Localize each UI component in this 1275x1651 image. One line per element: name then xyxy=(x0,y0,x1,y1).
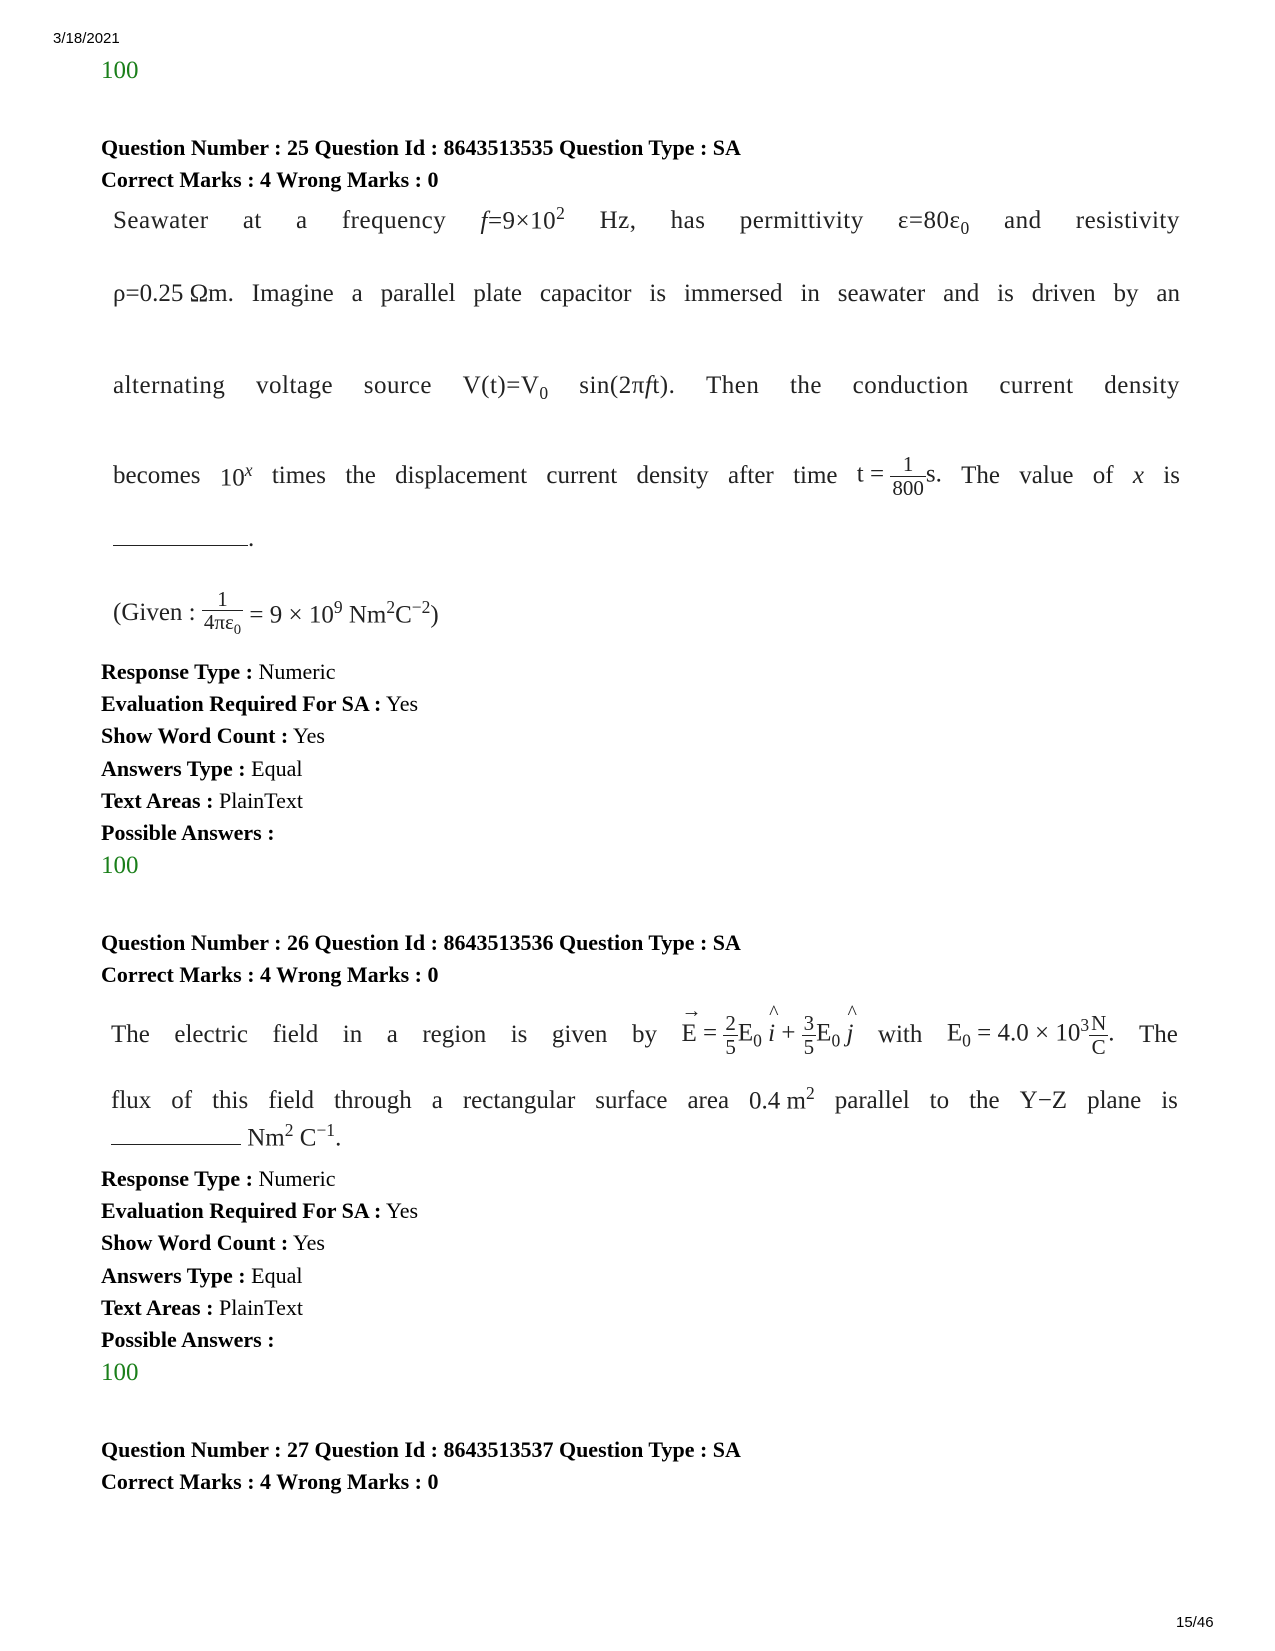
q26-possible-answer: 100 xyxy=(101,1359,139,1386)
question-26-header: Question Number : 26 Question Id : 8643513536 Question Type : SA xyxy=(101,930,741,955)
q26-evaluation-required: Evaluation Required For SA : Yes xyxy=(101,1198,419,1223)
q25-text-line-2: ρ=0.25 Ωm. Imagine a parallel plate capacitor is immersed in seawater and is driven by an xyxy=(113,280,1180,307)
q25-answers-type: Answers Type : Equal xyxy=(101,756,303,781)
header-date: 3/18/2021 xyxy=(53,30,120,47)
q25-text-line-5: . xyxy=(113,525,1180,553)
q26-text-line-1: The electric field in a region is given by → E = $\frac{2}{5}$ $E_0$ ^ i + $\frac{3}{5}$ $E_0$ ^ j with $E_0 = 4.0 \times 10^3$ $\frac{N}{C}$ . The xyxy=(111,1005,1178,1065)
q25-text-line-6: (Given : $\frac{1}{4\pi\varepsilon_0}$ = $9 \times 10^9$ $Nm^2C^{-2}$) xyxy=(113,586,439,638)
question-26-marks: Correct Marks : 4 Wrong Marks : 0 xyxy=(101,962,439,987)
q26-possible-answers-label: Possible Answers : xyxy=(101,1327,275,1352)
question-27-marks: Correct Marks : 4 Wrong Marks : 0 xyxy=(101,1469,439,1494)
question-25-header: Question Number : 25 Question Id : 8643513535 Question Type : SA xyxy=(101,135,741,160)
possible-answer-prev: 100 xyxy=(101,57,139,84)
page-number: 15/46 xyxy=(1176,1614,1214,1631)
q25-response-type: Response Type : Numeric xyxy=(101,659,336,684)
q25-possible-answers-label: Possible Answers : xyxy=(101,820,275,845)
q25-text-line-4: becomes 10$^x$ times the displacement current density after time t = $\frac{1}{800}$ s. The value of x is xyxy=(113,452,1180,500)
q26-answers-type: Answers Type : Equal xyxy=(101,1263,303,1288)
q26-text-line-3: Nm$^2$ $C^{-1}$. xyxy=(111,1120,1178,1152)
q25-evaluation-required: Evaluation Required For SA : Yes xyxy=(101,691,419,716)
question-25-marks: Correct Marks : 4 Wrong Marks : 0 xyxy=(101,167,439,192)
q25-text-areas: Text Areas : PlainText xyxy=(101,788,303,813)
q25-text-line-3: alternating voltage source $V(t)=V_0$ sin(2πft). Then the conduction current density xyxy=(113,372,1180,403)
q26-text-line-2: flux of this field through a rectangular surface area 0.4 $m^2$ parallel to the Y−Z plane is xyxy=(111,1083,1178,1115)
q26-response-type: Response Type : Numeric xyxy=(101,1166,336,1191)
q25-possible-answer: 100 xyxy=(101,852,139,879)
q25-text-line-1: Seawater at a frequency $f=9\times 10^2$ Hz, has permittivity $\varepsilon=80\varepsilon_0$ and resistivity xyxy=(113,203,1180,239)
q26-text-areas: Text Areas : PlainText xyxy=(101,1295,303,1320)
q25-show-word-count: Show Word Count : Yes xyxy=(101,723,325,748)
q26-show-word-count: Show Word Count : Yes xyxy=(101,1230,325,1255)
question-27-header: Question Number : 27 Question Id : 8643513537 Question Type : SA xyxy=(101,1437,741,1462)
